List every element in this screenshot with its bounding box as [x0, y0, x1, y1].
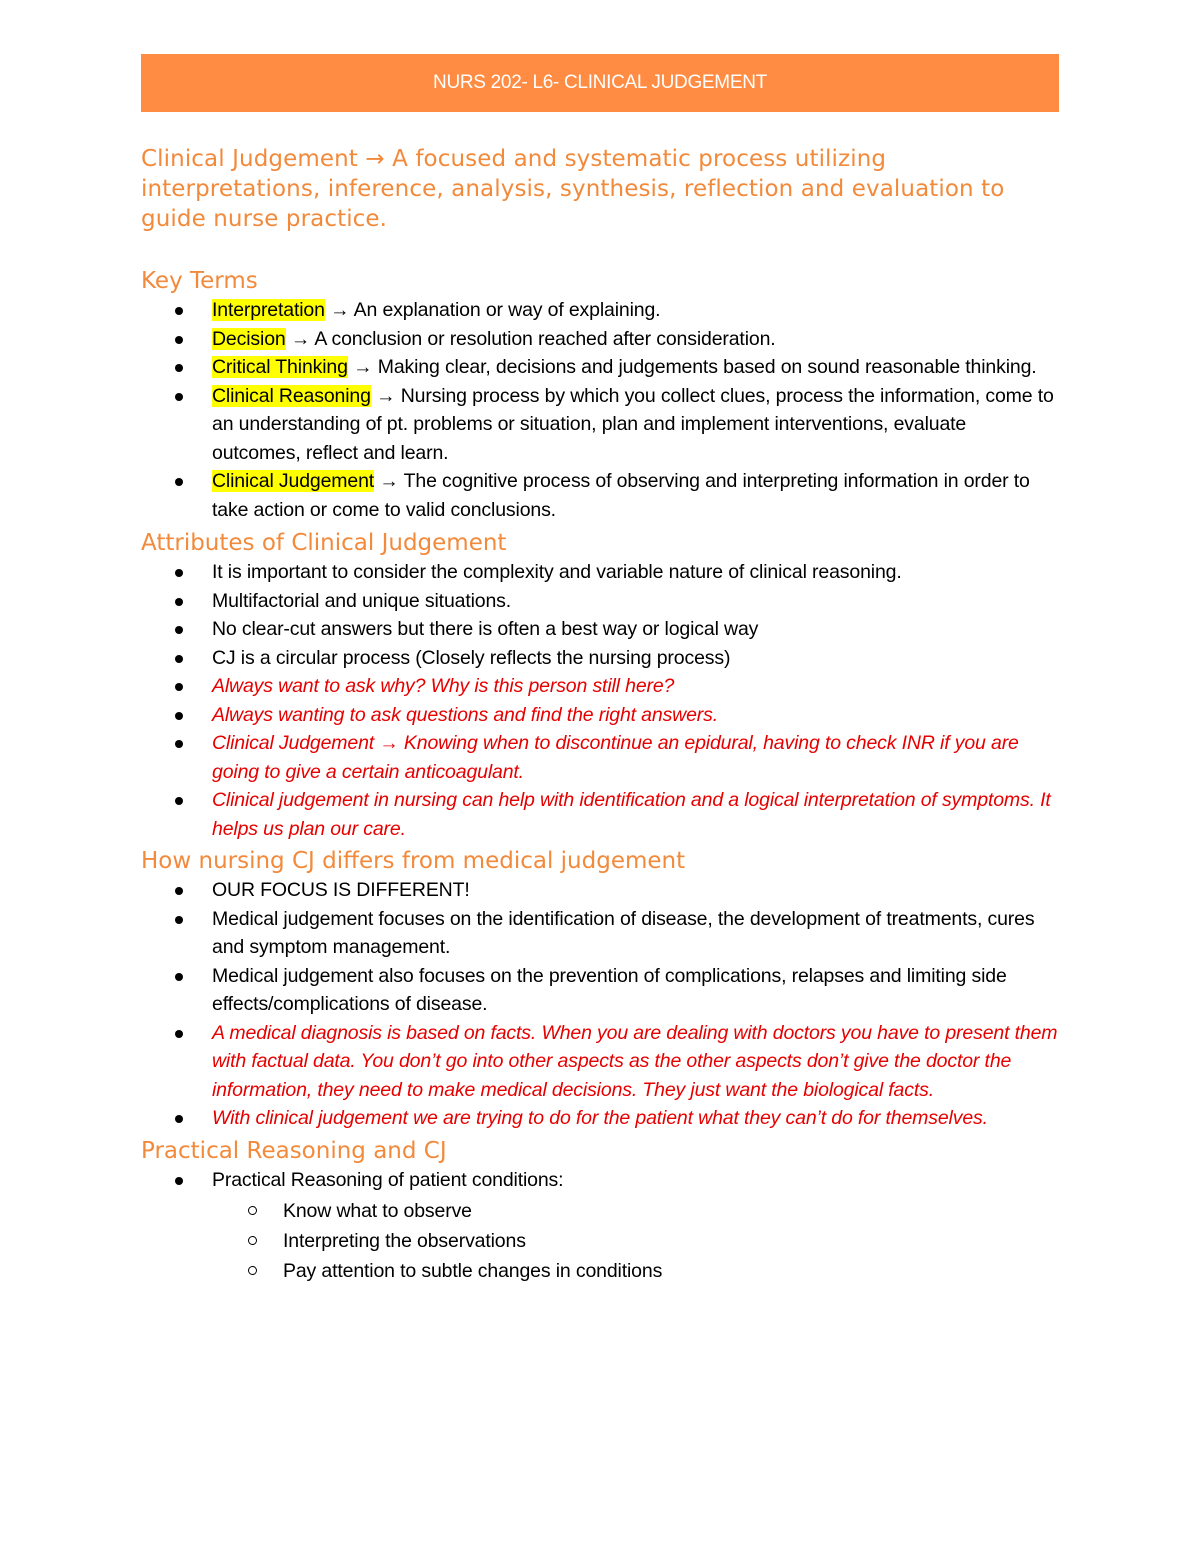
list-item-text: Practical Reasoning of patient conditions: [212, 1168, 564, 1191]
key-term-definition: An explanation or way of explaining. [349, 299, 661, 321]
sub-list-item [212, 1256, 1059, 1286]
sub-list-item-text: Know what to observe [283, 1200, 472, 1222]
bullet-icon [175, 1177, 183, 1185]
key-term-definition: Making clear, decisions and judgements based on sound reasonable thinking. [372, 356, 1037, 378]
key-terms-list [141, 296, 1059, 524]
bullet-icon [175, 887, 183, 895]
bullet-icon [175, 797, 183, 805]
list-item [141, 644, 1059, 673]
practical-reasoning-list [141, 1166, 1059, 1287]
bullet-icon [175, 740, 183, 748]
header-bar [141, 54, 1059, 112]
arrow-icon: → [353, 356, 373, 378]
bullet-icon [175, 626, 183, 634]
circle-bullet-icon [248, 1206, 257, 1215]
bullet-icon [175, 1030, 183, 1038]
sub-list [212, 1196, 1059, 1286]
note-text: A medical diagnosis is based on facts. When you are dealing with doctors you have to present them with factual data. You don’t go into other aspects as the other aspects don’t give the doctor the information, they need to make medical decisions. They just want the biological facts. [212, 1021, 1058, 1101]
practical-reasoning-heading: Practical Reasoning and CJ [141, 1137, 447, 1164]
bullet-icon [175, 336, 183, 344]
bullet-icon [175, 598, 183, 606]
list-item [141, 876, 1059, 905]
arrow-icon: → [330, 299, 350, 321]
arrow-icon: → [290, 327, 311, 350]
document-page [141, 54, 1059, 1286]
key-term-item [141, 382, 1059, 468]
attributes-heading: Attributes of Clinical Judgement [141, 530, 507, 556]
key-term-item [141, 353, 1059, 382]
key-terms-heading: Key Terms [141, 268, 258, 294]
bullet-icon [175, 712, 183, 720]
circle-bullet-icon [248, 1266, 257, 1275]
bullet-icon [175, 683, 183, 691]
bullet-icon [175, 655, 183, 663]
bullet-icon [175, 1115, 183, 1123]
circle-bullet-icon [248, 1236, 257, 1245]
note-item [141, 672, 1059, 701]
key-term-label: Clinical Reasoning [212, 384, 371, 407]
note-item [141, 1104, 1059, 1133]
sub-list-item [212, 1226, 1059, 1256]
key-term-item [141, 296, 1059, 325]
note-text: With clinical judgement we are trying to do for the patient what they can’t do for themselves. [212, 1107, 988, 1129]
bullet-icon [175, 916, 183, 924]
medical-judgement-heading: How nursing CJ differs from medical judgement [141, 848, 686, 874]
key-term-item [141, 325, 1059, 354]
list-item-text: Multifactorial and unique situations. [212, 589, 512, 612]
document-title: NURS 202- L6- CLINICAL JUDGEMENT [433, 72, 767, 93]
bullet-icon [175, 973, 183, 981]
key-term-definition: A conclusion or resolution reached after consideration. [310, 327, 776, 350]
list-item [141, 905, 1059, 962]
sub-list-item-text: Pay attention to subtle changes in conditions [283, 1260, 663, 1282]
intro-definition: Clinical Judgement → A focused and systematic process utilizing interpretations, inference, analysis, synthesis, reflection and evaluation to guide nurse practice. [141, 146, 1005, 232]
note-item [141, 1019, 1059, 1105]
key-term-label: Interpretation [212, 299, 325, 321]
sub-list-item-text: Interpreting the observations [283, 1230, 526, 1252]
key-term-definition: The cognitive process of observing and interpreting information in order to take action or come to valid conclusions. [212, 470, 1030, 521]
key-term-label: Critical Thinking [212, 356, 348, 378]
bullet-icon [175, 364, 183, 372]
list-item-text: Medical judgement focuses on the identification of disease, the development of treatments, cures and symptom management. [212, 907, 1035, 958]
arrow-icon: → [376, 384, 396, 407]
bullet-icon [175, 393, 183, 401]
list-item [141, 587, 1059, 616]
bullet-icon [175, 307, 183, 315]
list-item [141, 558, 1059, 587]
note-text: Always wanting to ask questions and find the right answers. [212, 703, 719, 726]
list-item [141, 615, 1059, 644]
list-item [141, 962, 1059, 1019]
arrow-icon: → [379, 470, 399, 492]
note-text: Always want to ask why? Why is this person still here? [212, 675, 675, 697]
note-text: Clinical judgement in nursing can help with identification and a logical interpretation of symptoms. It helps us plan our care. [212, 789, 1051, 840]
note-item [141, 786, 1059, 843]
sub-list-item [212, 1196, 1059, 1226]
note-text: Clinical Judgement → Knowing when to discontinue an epidural, having to check INR if you are going to give a certain anticoagulant. [212, 732, 1019, 783]
key-term-definition: Nursing process by which you collect clues, process the information, come to an understanding of pt. problems or situation, plan and implement interventions, evaluate outcomes, reflect and learn. [212, 384, 1054, 464]
list-item-text: No clear-cut answers but there is often a best way or logical way [212, 618, 759, 640]
note-item [141, 729, 1059, 786]
list-item-text: It is important to consider the complexity and variable nature of clinical reasoning. [212, 561, 902, 583]
attributes-list [141, 558, 1059, 843]
list-item-text: OUR FOCUS IS DIFFERENT! [212, 879, 470, 901]
note-item [141, 701, 1059, 730]
list-item-text: CJ is a circular process (Closely reflects the nursing process) [212, 646, 731, 669]
key-term-label: Decision [212, 327, 286, 350]
list-item-text: Medical judgement also focuses on the prevention of complications, relapses and limiting side effects/complications of disease. [212, 964, 1007, 1015]
bullet-icon [175, 569, 183, 577]
key-term-item [141, 467, 1059, 524]
bullet-icon [175, 478, 183, 486]
key-term-label: Clinical Judgement [212, 470, 375, 492]
list-item [141, 1166, 1059, 1287]
medical-judgement-list [141, 876, 1059, 1133]
